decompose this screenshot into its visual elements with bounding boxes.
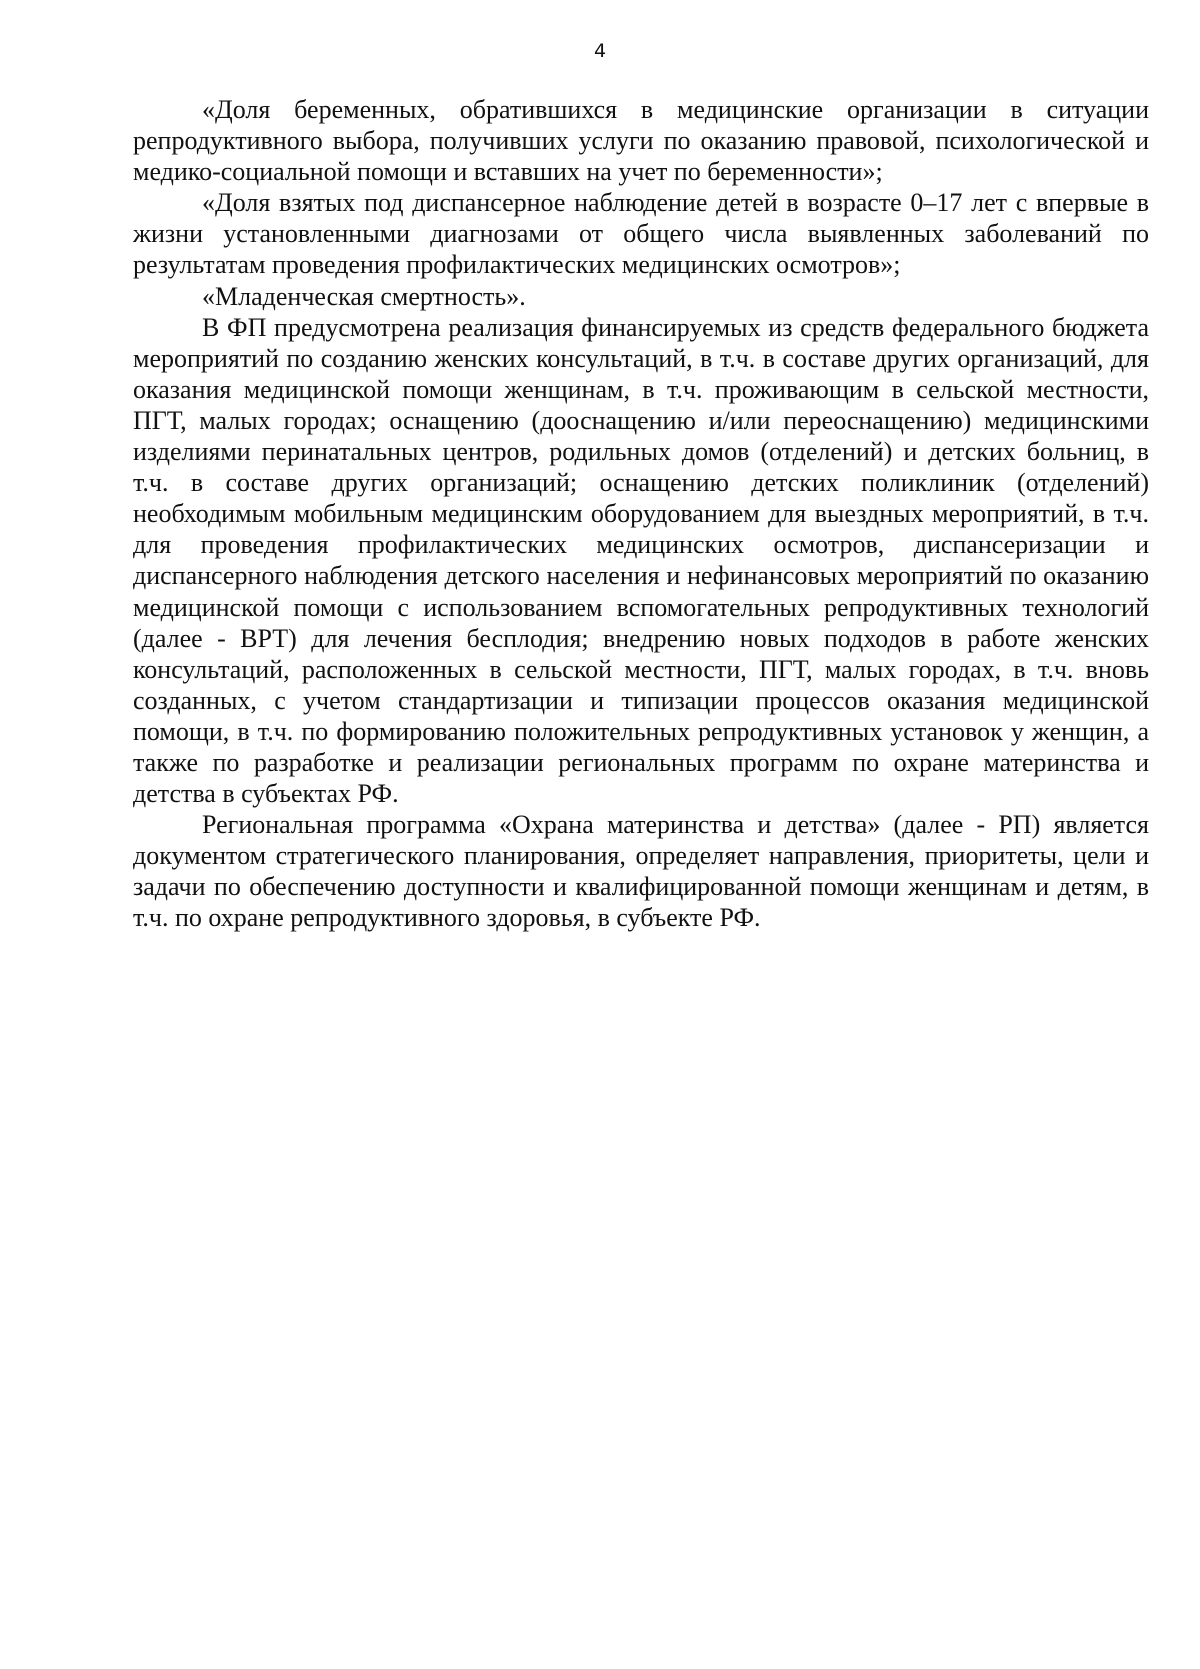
paragraph-regional-program: Региональная программа «Охрана материнства и детства» (далее - РП) является документом стратегического планирования, определяет направления, приоритеты, цели и задачи по обеспечению доступности и квалифицированной помощи женщинам и детям, в т.ч. по охране репродуктивного здоровья, в субъекте РФ. [133,810,1149,933]
paragraph-indicator-children: «Доля взятых под диспансерное наблюдение детей в возрасте 0–17 лет с впервые в жизни установленными диагнозами от общего числа выявленных заболеваний по результатам проведения профилактических медицинских осмотров»; [133,188,1149,280]
document-body [133,94,1149,934]
paragraph-indicator-infant-mortality: «Младенческая смертность». [202,281,526,311]
page-number: 4 [593,40,607,62]
paragraph-indicator-pregnant: «Доля беременных, обратившихся в медицинские организации в ситуации репродуктивного выбора, получивших услуги по оказанию правовой, психологической и медико-социальной помощи и вставших на учет по беременности»; [133,95,1149,187]
paragraph-federal-project: В ФП предусмотрена реализация финансируемых из средств федерального бюджета мероприятий по созданию женских консультаций, в т.ч. в составе других организаций, для оказания медицинской помощи женщинам, в т.ч. проживающим в сельской местности, ПГТ, малых городах; оснащению (дооснащению и/или переоснащению) медицинскими изделиями перинатальных центров, родильных домов (отделений) и детских больниц, в т.ч. в составе других организаций; оснащению детских поликлиник (отделений) необходимым мобильным медицинским оборудованием для выездных мероприятий, в т.ч. для проведения профилактических медицинских осмотров, диспансеризации и диспансерного наблюдения детского населения и нефинансовых мероприятий по оказанию медицинской помощи с использованием вспомогательных репродуктивных технологий (далее - ВРТ) для лечения бесплодия; внедрению новых подходов в работе женских консультаций, расположенных в сельской местности, ПГТ, малых городах, в т.ч. вновь созданных, с учетом стандартизации и типизации процессов оказания медицинской помощи, в т.ч. по формированию положительных репродуктивных установок у женщин, а также по разработке и реализации региональных программ по охране материнства и детства в субъектах РФ. [133,312,1149,809]
